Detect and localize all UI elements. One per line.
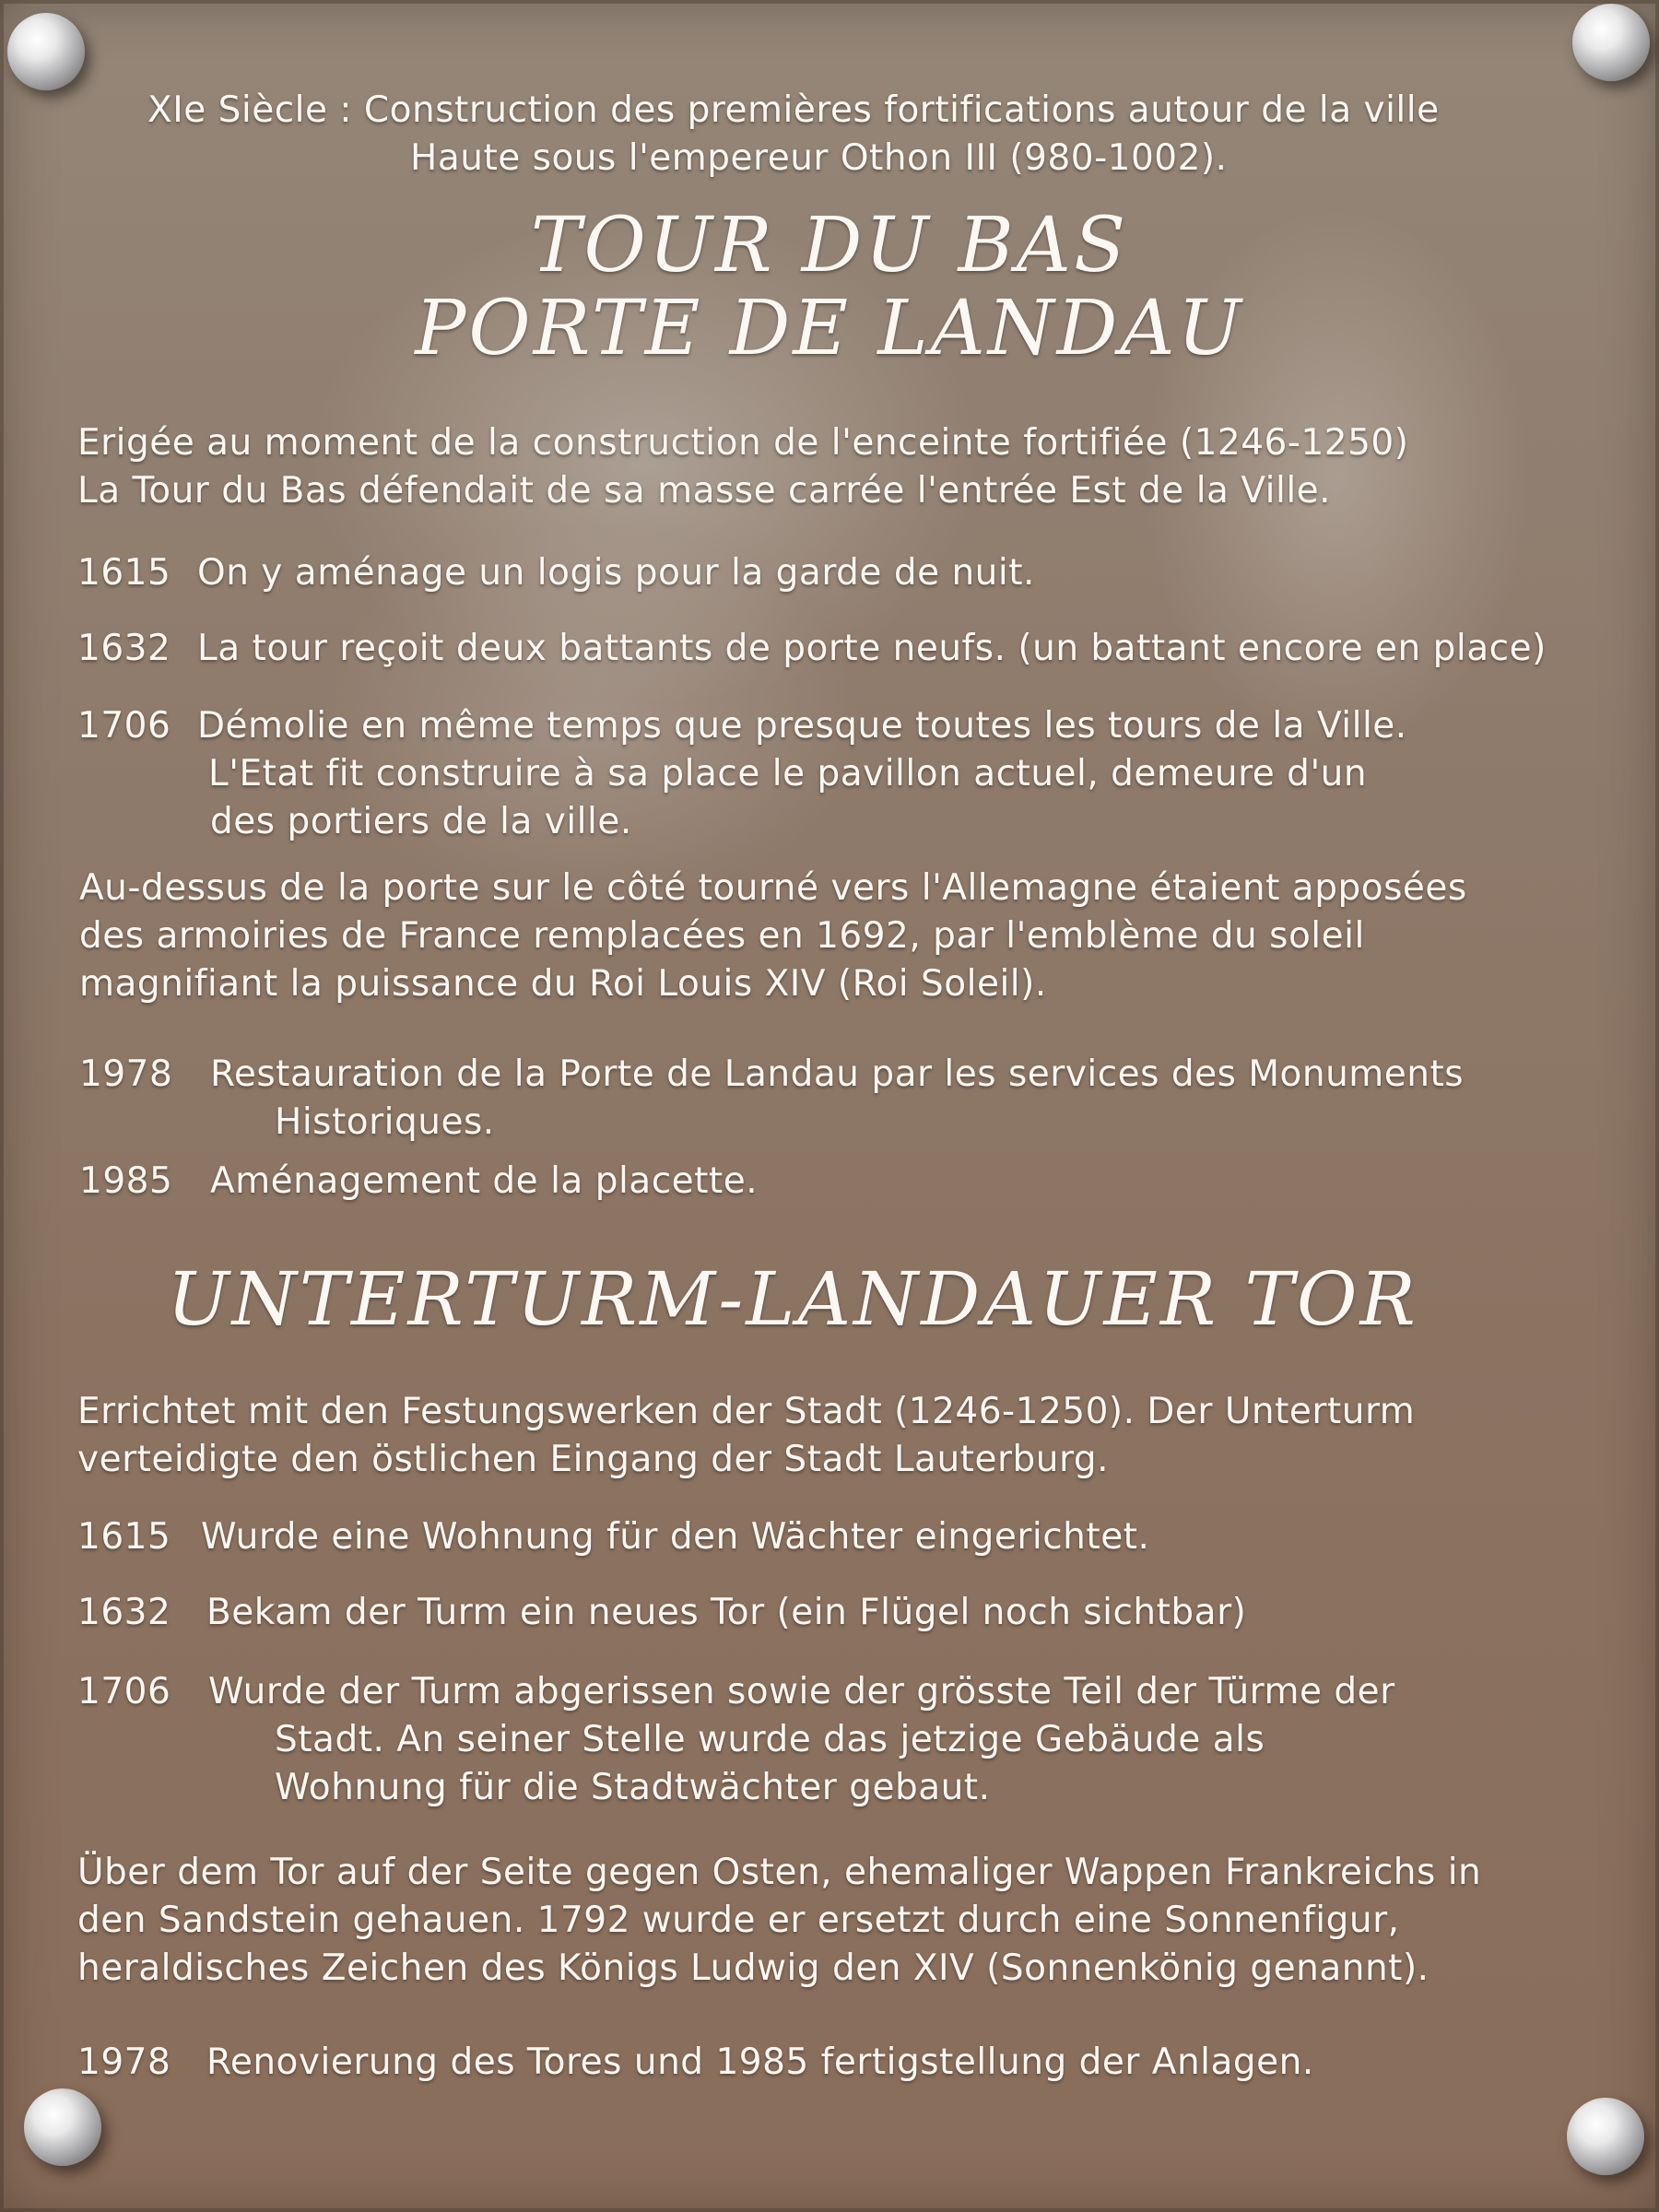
fr-entry-1978-line-2: Historiques. xyxy=(275,1101,495,1143)
de-entry-1978 xyxy=(77,2039,1314,2087)
year: 1985 xyxy=(79,1160,173,1202)
fr-para1-line-2: La Tour du Bas défendait de sa masse carrée l'entrée Est de la Ville. xyxy=(77,470,1332,512)
year: 1706 xyxy=(77,705,171,747)
year: 1615 xyxy=(77,552,171,594)
entry-text: Aménagement de la placette. xyxy=(210,1160,759,1202)
title-de: UNTERTURM-LANDAUER TOR xyxy=(167,1256,1418,1342)
entry-text: La tour reçoit deux battants de porte neufs. (un battant encore en place) xyxy=(197,628,1547,669)
fr-entry-1706-line-2: L'Etat fit construire à sa place le pavillon actuel, demeure d'un xyxy=(208,753,1368,794)
year: 1615 xyxy=(77,1516,171,1558)
fr-entry-1978 xyxy=(79,1051,1464,1099)
year: 1632 xyxy=(77,1592,171,1633)
de-para1-line-1: Errichtet mit den Festungswerken der Stadt (1246-1250). Der Unterturm xyxy=(77,1391,1416,1432)
year: 1978 xyxy=(77,2041,171,2083)
fr-para1-line-1: Erigée au moment de la construction de l'enceinte fortifiée (1246-1250) xyxy=(77,422,1409,464)
fr-entry-1706 xyxy=(77,702,1407,750)
bolt-bottom-right xyxy=(1567,2098,1644,2175)
fr-entry-1632 xyxy=(77,625,1547,673)
title-fr-line-1: TOUR DU BAS xyxy=(530,202,1129,289)
de-entry-1632 xyxy=(77,1589,1246,1637)
intro-line-1: XIe Siècle : Construction des premières fortifications autour de la ville xyxy=(147,89,1440,131)
fr-para2-line-2: des armoiries de France remplacées en 1692, par l'emblème du soleil xyxy=(79,915,1365,957)
entry-text: Renovierung des Tores und 1985 fertigstellung der Anlagen. xyxy=(206,2041,1314,2083)
year: 1706 xyxy=(77,1671,171,1712)
fr-para2-line-1: Au-dessus de la porte sur le côté tourné vers l'Allemagne étaient apposées xyxy=(79,867,1467,909)
year: 1632 xyxy=(77,628,171,669)
de-entry-1706 xyxy=(77,1668,1395,1716)
de-para2-line-1: Über dem Tor auf der Seite gegen Osten, ehemaliger Wappen Frankreichs in xyxy=(77,1852,1482,1893)
de-entry-1706-line-3: Wohnung für die Stadtwächter gebaut. xyxy=(275,1767,991,1808)
fr-entry-1985 xyxy=(79,1158,758,1206)
bolt-top-left xyxy=(7,13,85,90)
entry-text: Wurde der Turm abgerissen sowie der grösste Teil der Türme der xyxy=(208,1671,1395,1712)
entry-text: Wurde eine Wohnung für den Wächter eingerichtet. xyxy=(201,1516,1150,1558)
entry-text: On y aménage un logis pour la garde de nuit. xyxy=(197,552,1035,594)
fr-entry-1706-line-3: des portiers de la ville. xyxy=(210,801,632,842)
de-entry-1706-line-2: Stadt. An seiner Stelle wurde das jetzige Gebäude als xyxy=(275,1719,1265,1760)
entry-text: Démolie en même temps que presque toutes les tours de la Ville. xyxy=(197,705,1407,747)
de-para2-line-3: heraldisches Zeichen des Königs Ludwig den XIV (Sonnenkönig genannt). xyxy=(77,1947,1430,1989)
bolt-bottom-left xyxy=(24,2088,101,2166)
bolt-top-right xyxy=(1572,4,1650,81)
de-entry-1615 xyxy=(77,1513,1149,1561)
entry-text: Bekam der Turm ein neues Tor (ein Flügel noch sichtbar) xyxy=(206,1592,1247,1633)
fr-para2-line-3: magnifiant la puissance du Roi Louis XIV (Roi Soleil). xyxy=(79,963,1047,1005)
year: 1978 xyxy=(79,1053,173,1095)
de-para1-line-2: verteidigte den östlichen Eingang der Stadt Lauterburg. xyxy=(77,1439,1109,1480)
title-fr-line-2: PORTE DE LANDAU xyxy=(415,285,1244,372)
de-para2-line-2: den Sandstein gehauen. 1792 wurde er ersetzt durch eine Sonnenfigur, xyxy=(77,1900,1400,1941)
fr-entry-1615 xyxy=(77,549,1035,597)
intro-line-2: Haute sous l'empereur Othon III (980-1002). xyxy=(410,137,1228,179)
entry-text: Restauration de la Porte de Landau par les services des Monuments xyxy=(210,1053,1465,1095)
